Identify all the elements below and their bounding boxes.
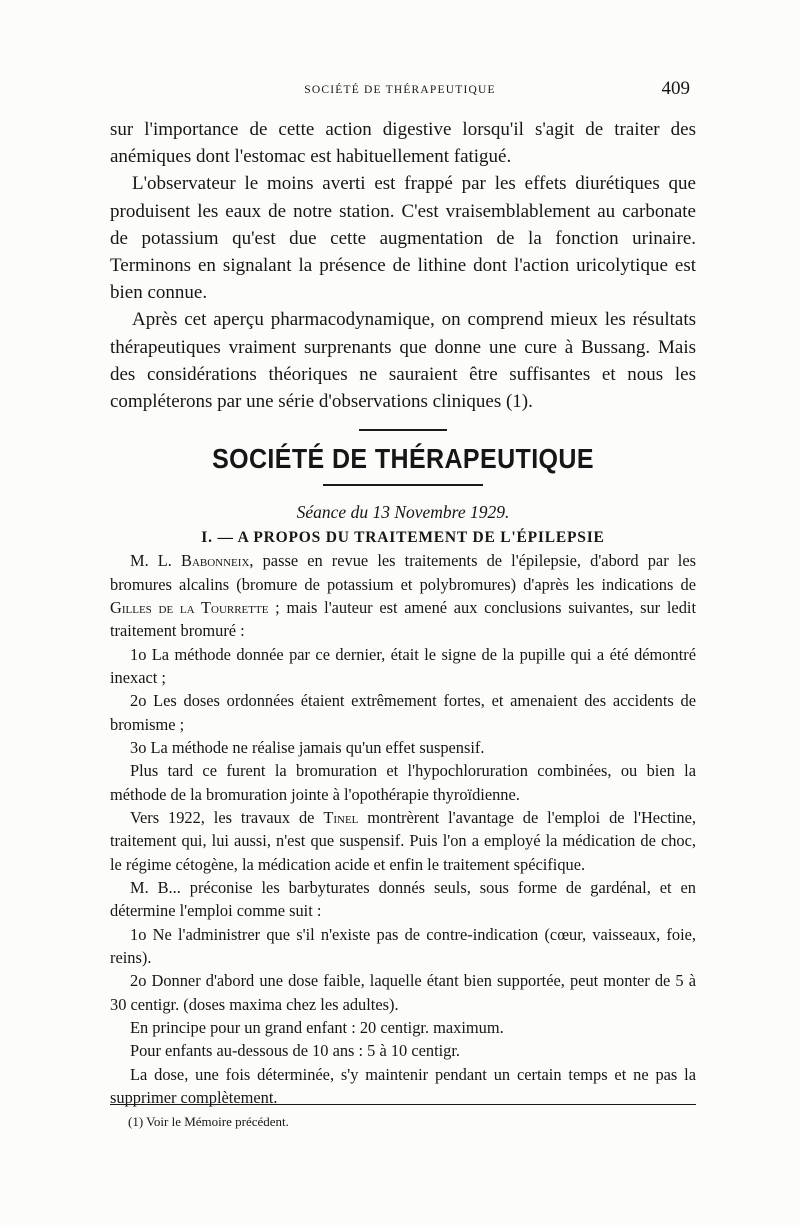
recommendation-item: 1o Ne l'administrer que s'il n'existe pas de contre-indication (cœur, vaisseaux, foie, reins). — [110, 924, 696, 968]
recommendation-item: En principe pour un grand enfant : 20 centigr. maximum. — [130, 1018, 504, 1038]
intro-paragraph: sur l'importance de cette action digestive lorsqu'il s'agit de traiter des anémiques dont l'estomac est habituellement fatigué. — [110, 119, 696, 168]
cited-author: Tinel — [323, 808, 359, 828]
running-head — [110, 78, 690, 102]
section-heading: I. — A PROPOS DU TRAITEMENT DE L'ÉPILEPSIE — [201, 529, 605, 547]
page-number: 409 — [661, 78, 690, 99]
intro-paragraph: Après cet aperçu pharmacodynamique, on comprend mieux les résultats thérapeutiques vraiment surprenants que donne une cure à Bussang. Mais des considérations théoriques ne sauraient être suffisantes et nous les compléterons par une série d'observations cliniques (1). — [110, 309, 696, 413]
speaker-initials: M. L. — [130, 551, 182, 571]
article-paragraph — [110, 806, 696, 876]
body-text — [110, 116, 696, 1109]
conclusion-item: 2o Les doses ordonnées étaient extrêmement fortes, et amenaient des accidents de bromisme ; — [110, 691, 696, 734]
section-divider — [359, 429, 447, 431]
article-paragraph — [110, 549, 696, 642]
footnote-rule — [110, 1104, 696, 1105]
session-date: Séance du 13 Novembre 1929. — [296, 502, 510, 523]
article-paragraph: Plus tard ce furent la bromuration et l'hypochloruration combinées, ou bien la méthode de la bromuration jointe à l'opothérapie thyroïdienne. — [110, 761, 696, 804]
conclusion-item: 3o La méthode ne réalise jamais qu'un effet suspensif. — [130, 737, 485, 757]
paragraph-text: ; mais l'auteur est amené aux conclusions suivantes, sur ledit traitement bromuré : — [110, 597, 696, 641]
article-paragraph: M. B... préconise les barbyturates donnés seuls, sous forme de gardénal, et en détermine l'emploi comme suit : — [110, 878, 696, 921]
paragraph-text: , passe en revue les traitements de l'épilepsie, d'abord par les bromures alcalins (bromure de potassium et polybromures) d'après les indications de — [110, 551, 696, 594]
paragraph-text: montrèrent l'avantage de l'emploi de l'Hectine, traitement qui, lui aussi, n'est que suspensif. Puis l'on a employé la médication de choc, le régime cétogène, la médication acide et enfin le traitement spécifique. — [110, 808, 697, 874]
title-underline — [323, 484, 483, 486]
footnote: (1) Voir le Mémoire précédent. — [128, 1114, 289, 1129]
conclusion-item: 1o La méthode donnée par ce dernier, était le signe de la pupille qui a été démontré inexact ; — [110, 644, 696, 687]
intro-paragraph: L'observateur le moins averti est frappé par les effets diurétiques que produisent les eaux de notre station. C'est vraisemblablement au carbonate de potassium qu'est due cette augmentation de la fonction urinaire. Terminons en signalant la présence de lithine dont l'action uricolytique est bien connue. — [110, 173, 696, 304]
society-title: SOCIÉTÉ DE THÉRAPEUTIQUE — [212, 443, 594, 475]
paragraph-text: Vers 1922, les travaux de — [130, 808, 324, 828]
recommendation-item: La dose, une fois déterminée, s'y maintenir pendant un certain temps et ne pas la supprimer complètement. — [110, 1064, 696, 1108]
recommendation-item: Pour enfants au-dessous de 10 ans : 5 à 10 centigr. — [130, 1041, 461, 1061]
speaker-name: Babonneix — [181, 551, 250, 571]
recommendation-item: 2o Donner d'abord une dose faible, laquelle étant bien supportée, peut monter de 5 à 30 centigr. (doses maxima chez les adultes). — [110, 971, 696, 1014]
running-title: SOCIÉTÉ DE THÉRAPEUTIQUE — [304, 84, 496, 96]
cited-author: Gilles de la Tourrette — [110, 597, 269, 617]
